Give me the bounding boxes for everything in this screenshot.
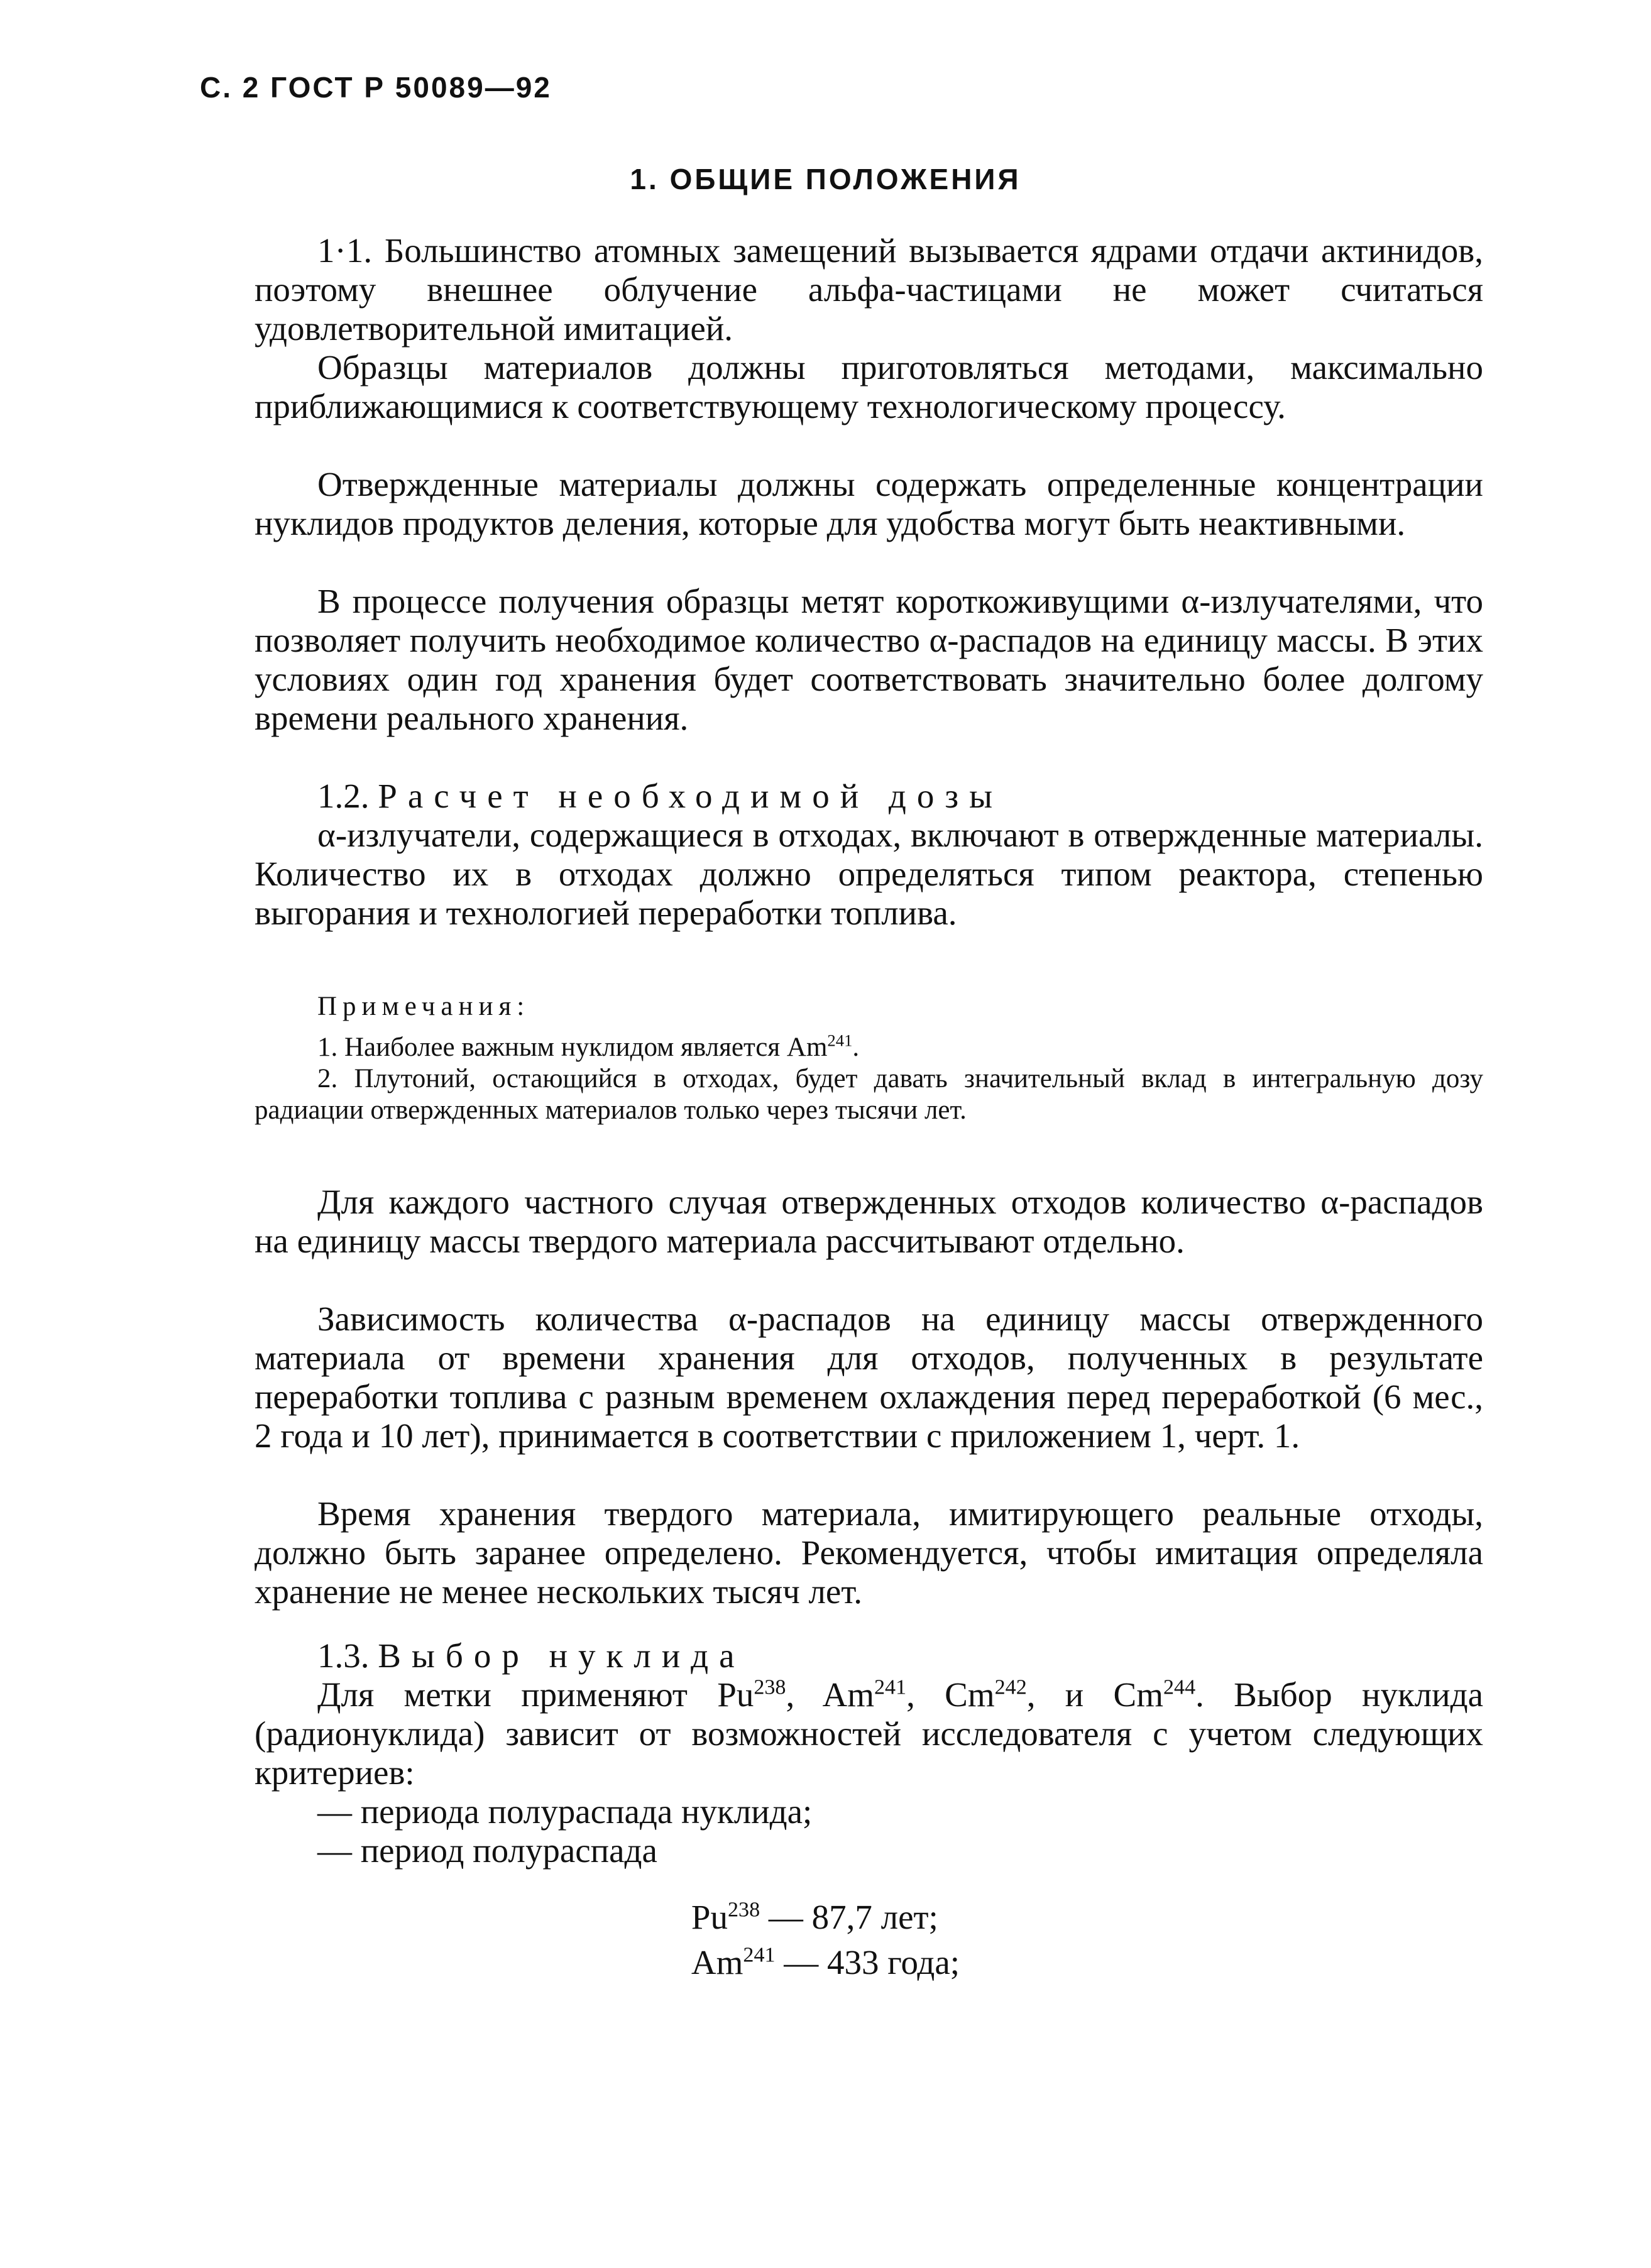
paragraph-dependence: Зависимость количества α-распадов на единицу массы отвержденного материала от времени хранения для отходов, полученных в результате переработки топлива с разным временем охлаждения перед переработкой (6 мес., 2 года и 10 лет), принимается в соответствии с приложением 1, черт. 1. (255, 1300, 1483, 1455)
paragraph-samples: Образцы материалов должны приготовляться методами, максимально приближающимися к соответствующему технологическому процессу. (255, 348, 1483, 425)
note-2: 2. Плутоний, остающийся в отходах, будет давать значительный вклад в интегральную дозу радиации отвержденных материалов только через тысячи лет. (255, 1064, 1483, 1125)
text-run: , и Cm (1026, 1675, 1163, 1714)
text-run: Для метки применяют Pu (317, 1675, 754, 1714)
note-1 (255, 1032, 1483, 1063)
mass-number: 241 (743, 1943, 776, 1967)
subsection-number: 1.2. (317, 777, 370, 815)
page-header: С. 2 ГОСТ Р 50089—92 (200, 71, 552, 104)
text-run: . Выбор нуклида (радионуклида) зависит от возможностей исследователя с учетом следующих критериев: (255, 1675, 1483, 1792)
subsection-number: 1.3. (317, 1636, 370, 1675)
note-1-text: 1. Наиболее важным нуклидом является Am (317, 1033, 828, 1062)
subsection-1-3-heading (317, 1636, 745, 1675)
half-life-value: — 433 года; (775, 1943, 960, 1981)
half-life-item (691, 1940, 960, 1985)
text-run: , Am (786, 1675, 874, 1714)
subsection-title: Выбор нуклида (378, 1636, 745, 1675)
paragraph-labeling: В процессе получения образцы метят короткоживущими α-излучателями, что позволяет получить необходимое количество α-распадов на единицу массы. В этих условиях один год хранения будет соответствовать значительно более долгому времени реального хранения. (255, 582, 1483, 737)
half-life-value: — 87,7 лет; (760, 1898, 938, 1936)
superscript: 241 (874, 1675, 907, 1699)
paragraph-solidified: Отвержденные материалы должны содержать определенные концентрации нуклидов продуктов деления, которые для удобства могут быть неактивными. (255, 465, 1483, 542)
section-heading: 1. ОБЩИЕ ПОЛОЖЕНИЯ (630, 163, 1021, 195)
paragraph-per-case: Для каждого частного случая отвержденных отходов количество α-распадов на единицу массы твердого материала рассчитывают отдельно. (255, 1183, 1483, 1260)
element-symbol: Pu (691, 1898, 728, 1936)
note-1-superscript: 241 (827, 1031, 853, 1050)
subsection-1-2-heading (317, 777, 1003, 816)
criteria-item: — периода полураспада нуклида; (317, 1792, 813, 1831)
half-life-list-wrapper (0, 1895, 1651, 1985)
note-1-end: . (852, 1033, 860, 1062)
text-run: , Cm (906, 1675, 995, 1714)
half-life-item (691, 1895, 960, 1940)
half-life-list (691, 1895, 960, 1985)
superscript: 238 (754, 1675, 786, 1699)
paragraph-storage-time: Время хранения твердого материала, имитирующего реальные отходы, должно быть заранее определено. Рекомендуется, чтобы имитация определяла хранение не менее нескольких тысяч лет. (255, 1494, 1483, 1611)
paragraph-nuclide-choice (255, 1675, 1483, 1792)
element-symbol: Am (691, 1943, 743, 1981)
notes-title: Примечания: (317, 992, 530, 1021)
paragraph-1-1: 1·1. Большинство атомных замещений вызывается ядрами отдачи актинидов, поэтому внешнее облучение альфа-частицами не может считаться удовлетворительной имитацией. (255, 231, 1483, 348)
criteria-item: — период полураспада (317, 1831, 657, 1870)
mass-number: 238 (728, 1898, 760, 1922)
superscript: 242 (994, 1675, 1027, 1699)
superscript: 244 (1163, 1675, 1196, 1699)
paragraph-alpha-emitters: α-излучатели, содержащиеся в отходах, включают в отвержденные материалы. Количество их в отходах должно определяться типом реактора, степенью выгорания и технологией переработки топлива. (255, 816, 1483, 932)
subsection-title: Расчет необходимой дозы (378, 777, 1004, 815)
